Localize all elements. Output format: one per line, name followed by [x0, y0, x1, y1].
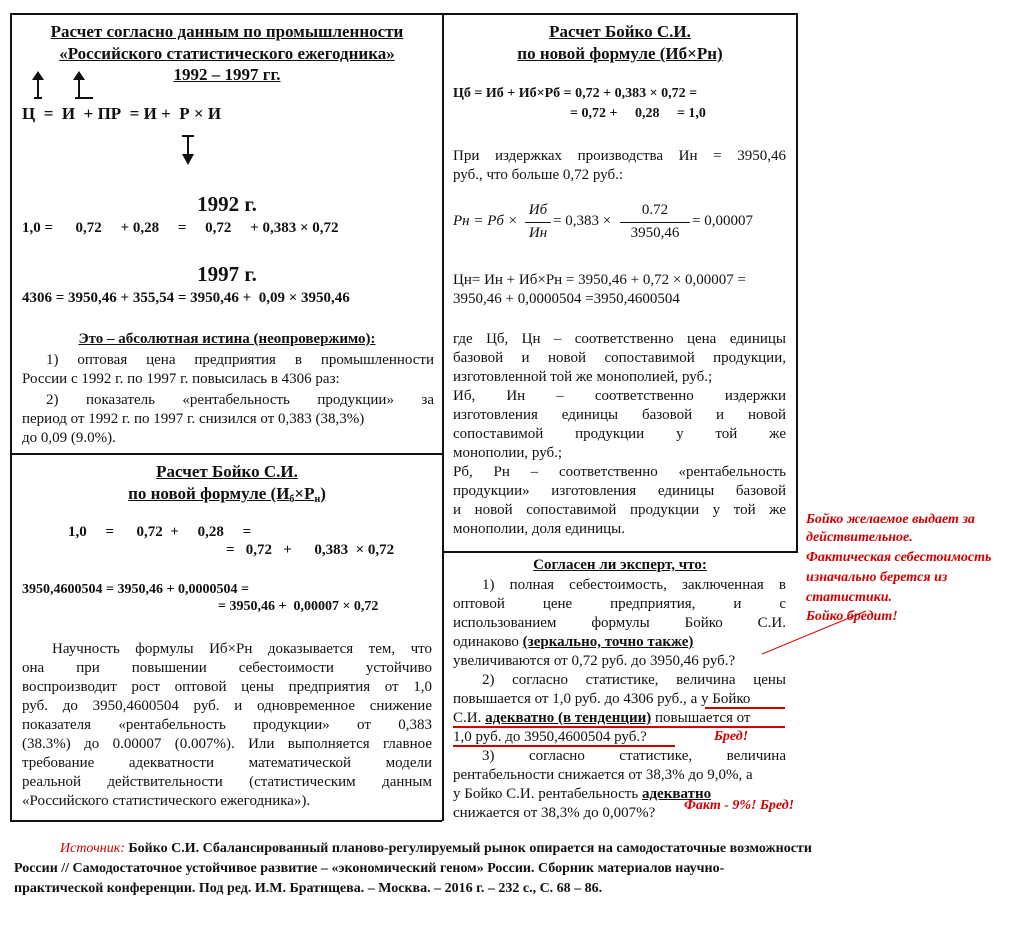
statement-2-line-3: до 0,09 (9.0%).	[22, 430, 116, 446]
outer-right-border	[796, 13, 798, 553]
new-price-formula-2: 3950,46 + 0,0000504 =3950,4600504	[453, 291, 680, 307]
question-line: повышается от 1,0 руб. до 4306 руб., а у Бойко	[453, 691, 751, 707]
new-formula-equation-2a: 3950,4600504 = 3950,46 + 0,0000504 =	[22, 582, 249, 597]
question-line: увеличиваются от 0,72 руб. до 3950,46 руб.?	[453, 653, 736, 669]
question-line: использованием формулы Бойко С.И.	[453, 615, 786, 631]
scientific-claim-line: показателя «рентабельность продукции» от 0,383	[22, 717, 432, 733]
question-line: рентабельности снижается от 38,3% до 9,0%, а	[453, 767, 753, 783]
definition-line: изготовления единицы базовой и новой	[453, 407, 786, 423]
center-divider	[442, 13, 444, 821]
red-underline	[705, 707, 785, 709]
annotation-line: Фактическая себестоимость	[806, 550, 992, 565]
arrow-base-line	[75, 97, 93, 99]
scientific-claim-line: реальной действительности (статистическим данным	[22, 774, 432, 790]
equation-1997: 4306 = 3950,46 + 355,54 = 3950,46 + 0,09 × 3950,46	[22, 290, 350, 306]
annotation-line: Бойко бредит!	[806, 609, 898, 624]
annotation-line: изначально берется из	[806, 570, 948, 585]
left-horizontal-divider	[10, 453, 444, 455]
new-price-formula-1: Цн= Ин + Иб×Рн = 3950,46 + 0,72 × 0,00007 =	[453, 272, 747, 288]
fraction-numerator-2: 0.72	[641, 202, 669, 218]
question-line: 2) согласно статистике, величина цены	[482, 672, 786, 688]
year-1997-heading: 1997 г.	[197, 262, 257, 286]
question-line: 1) полная себестоимость, заключенная в	[482, 577, 786, 593]
left-bottom-title-1: Расчет Бойко С.И.	[156, 462, 298, 481]
fraction-numerator-1: Иб	[528, 202, 548, 218]
left-top-title-1: Расчет согласно данным по промышленности	[50, 22, 404, 41]
left-top-title-2: «Российского статистического ежегодника»	[59, 44, 395, 63]
scientific-claim-line: Научность формулы Иб×Рн доказывается тем, что	[52, 641, 432, 657]
profitability-formula-mid: = 0,383 ×	[553, 213, 612, 229]
question-line: 1,0 руб. до 3950,4600504 руб.?	[453, 729, 647, 745]
definition-line: и новой сопоставимой продукции у той же	[453, 502, 786, 518]
annotation-line: статистики.	[806, 590, 893, 605]
scientific-claim-line: она при повышении себестоимости устойчиво	[22, 660, 432, 676]
equation-1992: 1,0 = 0,72 + 0,28 = 0,72 + 0,383 × 0,72	[22, 220, 339, 236]
question-line: у Бойко С.И. рентабельность адекватно	[453, 786, 712, 802]
price-formula: Ц = И + ПР = И + Р × И	[22, 104, 222, 123]
up-arrow-icon	[28, 70, 48, 100]
question-line: 3) согласно статистике, величина	[482, 748, 786, 764]
fraction-bar-2	[620, 222, 690, 223]
question-line: одинаково (зеркально, точно также)	[453, 634, 694, 650]
question-line: С.И. адекватно (в тенденции) повышается от	[453, 710, 751, 726]
definition-line: Иб, Ин – соответственно издержки	[453, 388, 786, 404]
question-line: оптовой цене предприятия, и с	[453, 596, 786, 612]
profitability-formula-left: Рн = Рб ×	[453, 213, 518, 229]
fraction-bar-1	[525, 222, 551, 223]
annotation-line: Бойко желаемое выдает за	[806, 512, 975, 527]
source-label: Источник:	[60, 841, 125, 856]
outer-bottom-border	[10, 820, 442, 822]
source-line-2: России // Самодостаточное устойчивое развитие – «экономический геном» России. Сборник материалов научно-	[14, 861, 725, 876]
fraction-denominator-2: 3950,46	[630, 225, 680, 241]
fact-annotation: Факт - 9%! Бред!	[684, 798, 795, 813]
definition-line: сопоставимой продукции у той же	[453, 426, 786, 442]
base-price-formula-2: = 0,72 + 0,28 = 1,0	[570, 106, 706, 121]
costs-text-line-2: руб., что больше 0,72 руб.:	[453, 167, 624, 183]
left-bottom-title-2: по новой формуле $(И_б\times Р_н)$	[128, 484, 326, 505]
red-underline	[453, 726, 785, 728]
statement-1-line-2: России с 1992 г. по 1997 г. повысилась в 4306 раз:	[22, 371, 340, 387]
annotation-line: действительное.	[806, 530, 913, 545]
scientific-claim-line: руб. до 3950,4600504 руб. и одновременное снижение	[22, 698, 432, 714]
statement-2-line-1: 2) показатель «рентабельность продукции» за	[46, 392, 434, 408]
new-formula-equation-2b: = 3950,46 + 0,00007 × 0,72	[218, 599, 379, 614]
scientific-claim-line: (38.3%) до 0.00007 (0.007%). Или выполняется главное	[22, 736, 432, 752]
absolute-truth-heading: Это – абсолютная истина (неопровержимо):	[78, 331, 376, 347]
right-top-title-2: по новой формуле (Иб×Рн)	[517, 44, 723, 63]
statement-1-line-1: 1) оптовая цена предприятия в промышленности	[46, 352, 434, 368]
year-1992-heading: 1992 г.	[197, 192, 257, 216]
definition-line: базовой и новой сопоставимой продукции,	[453, 350, 786, 366]
left-top-title-3: 1992 – 1997 гг.	[173, 65, 281, 84]
scientific-claim-line: «Российского статистического ежегодника»).	[22, 793, 311, 809]
source-line-3: практической конференции. Под ред. И.М. Братищева. – Москва. – 2016 г. – 232 с., С. 68 – 86.	[14, 881, 603, 896]
definition-line: где Цб, Цн – соответственно цена единицы	[453, 331, 786, 347]
right-top-title-1: Расчет Бойко С.И.	[549, 22, 691, 41]
profitability-formula-result: = 0,00007	[692, 213, 753, 229]
fraction-denominator-1: Ин	[528, 225, 548, 241]
definition-line: монополии, руб.;	[453, 445, 563, 461]
costs-text-line-1: При издержках производства Ин = 3950,46	[453, 148, 786, 164]
new-formula-equation-1a: 1,0 = 0,72 + 0,28 =	[68, 524, 252, 540]
scientific-claim-line: воспроизводит рост оптовой цены предприятия от 1,0	[22, 679, 432, 695]
source-line-1: Источник: Бойко С.И. Сбалансированный планово-регулируемый рынок опирается на самодостаточные возможности	[60, 841, 812, 856]
right-horizontal-divider	[442, 551, 798, 553]
expert-question-heading: Согласен ли эксперт, что:	[533, 557, 707, 573]
outer-top-border	[10, 13, 798, 15]
arrow-base-line	[34, 97, 42, 99]
definition-line: продукции» изготовления единицы базовой	[453, 483, 786, 499]
definition-line: изготовленной той же монополией, руб.;	[453, 369, 713, 385]
red-underline	[453, 745, 675, 747]
scientific-claim-line: требование адекватности математической модели	[22, 755, 432, 771]
definition-line: монополии, доля единицы.	[453, 521, 625, 537]
up-arrow-icon	[69, 70, 89, 100]
new-formula-equation-1b: = 0,72 + 0,383 × 0,72	[226, 542, 395, 558]
outer-left-border	[10, 13, 12, 821]
down-arrow-icon	[176, 134, 200, 168]
base-price-formula-1: Цб = Иб + Иб×Рб = 0,72 + 0,383 × 0,72 =	[453, 86, 698, 101]
statement-2-line-2: период от 1992 г. по 1997 г. снизился от 0,383 (38,3%)	[22, 411, 365, 427]
bred-annotation: Бред!	[714, 729, 749, 744]
question-line: снижается от 38,3% до 0,007%?	[453, 805, 656, 821]
definition-line: Рб, Рн – соответственно «рентабельность	[453, 464, 786, 480]
